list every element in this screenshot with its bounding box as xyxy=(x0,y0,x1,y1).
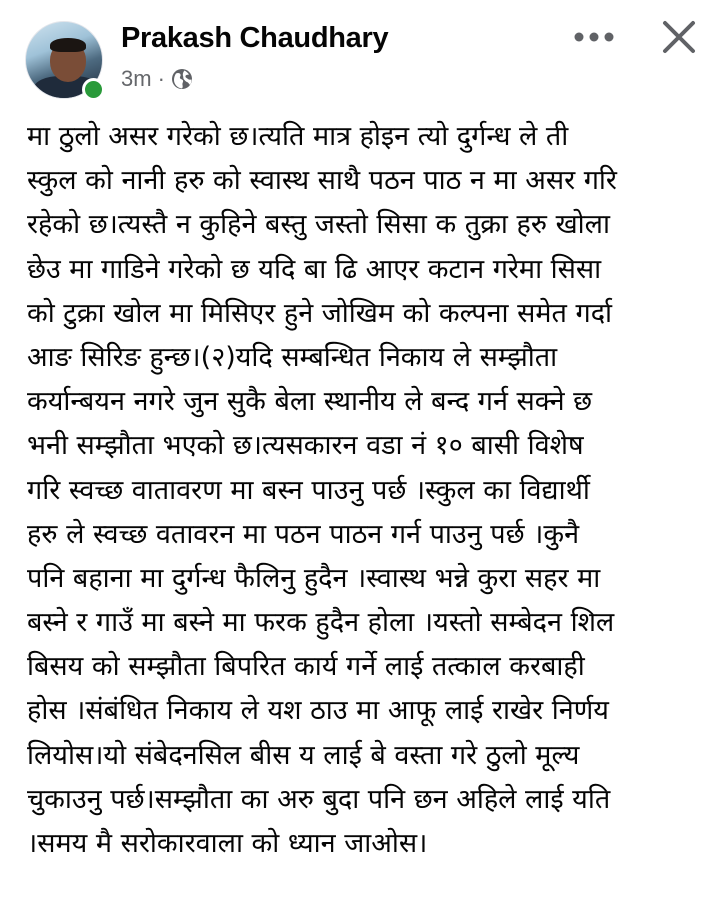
post-text-line: रहेको छ।त्यस्तै न कुहिने बस्तु जस्तो सिसा क तुक्रा हरु खोला xyxy=(27,209,610,241)
post-text-line: को टुक्रा खोल मा मिसिएर हुने जोखिम को कल्पना समेत गर्दा xyxy=(27,297,613,329)
post-text-line: मा ठुलो असर गरेको छ।त्यति मात्र होइन त्यो दुर्गन्ध ले ती xyxy=(27,121,569,152)
post-text-line: बस्ने र गाउँ मा बस्ने मा फरक हुदैन होला ।यस्तो सम्बेदन शिल xyxy=(27,607,615,639)
globe-icon[interactable] xyxy=(171,68,193,90)
post-text-line: लियोस।यो संबेदनसिल बीस य लाई बे वस्ता गरे ठुलो मूल्य xyxy=(27,739,580,771)
author-avatar[interactable] xyxy=(25,21,103,99)
post-text xyxy=(27,115,707,866)
post-text-line: बिसय को सम्झौता बिपरित कार्य गर्ने लाई तत्काल करबाही xyxy=(27,651,585,683)
post-text-line: आङ सिरिङ हुन्छ।(२)यदि सम्बन्धित निकाय ले सम्झौता xyxy=(27,341,558,373)
post-text-line: पनि बहाना मा दुर्गन्ध फैलिनु हुदैन ।स्वास्थ भन्ने कुरा सहर मा xyxy=(27,562,601,594)
post-timestamp[interactable]: 3m xyxy=(121,66,152,91)
post-text-line: होस ।संबंधित निकाय ले यश ठाउ मा आफू लाई राखेर निर्णय xyxy=(27,695,609,727)
post-header xyxy=(0,0,720,110)
post-text-line: स्कुल को नानी हरु को स्वास्थ साथै पठन पाठ न मा असर गरि xyxy=(27,165,617,197)
post-text-line: चुकाउनु पर्छ।सम्झौता का अरु बुदा पनि छन अहिले लाई यति xyxy=(27,783,611,815)
post-text-line: हरु ले स्वच्छ वतावरन मा पठन पाठन गर्न पाउनु पर्छ ।कुनै xyxy=(27,518,580,550)
post-meta xyxy=(121,66,193,92)
post-text-line: ।समय मै सरोकारवाला को ध्यान जाओस। xyxy=(27,828,428,859)
post-text-line: छेउ मा गाडिने गरेको छ यदि बा ढि आएर कटान गरेमा सिसा xyxy=(27,253,602,285)
more-horizontal-icon xyxy=(571,31,617,43)
post-text-line: भनी सम्झौता भएको छ।त्यसकारन वडा नं १० बासी विशेष xyxy=(27,430,584,462)
online-status-indicator xyxy=(82,78,105,101)
more-options-button[interactable] xyxy=(570,22,618,52)
author-name[interactable]: Prakash Chaudhary xyxy=(121,22,389,54)
meta-separator: · xyxy=(157,66,165,91)
post-text-line: गरि स्वच्छ वातावरण मा बस्न पाउनु पर्छ ।स्कुल का विद्यार्थी xyxy=(27,474,590,506)
post-text-line: कर्यान्बयन नगरे जुन सुकै बेला स्थानीय ले बन्द गर्न सक्ने छ xyxy=(27,386,593,418)
close-icon xyxy=(662,20,696,54)
close-button[interactable] xyxy=(656,14,702,60)
